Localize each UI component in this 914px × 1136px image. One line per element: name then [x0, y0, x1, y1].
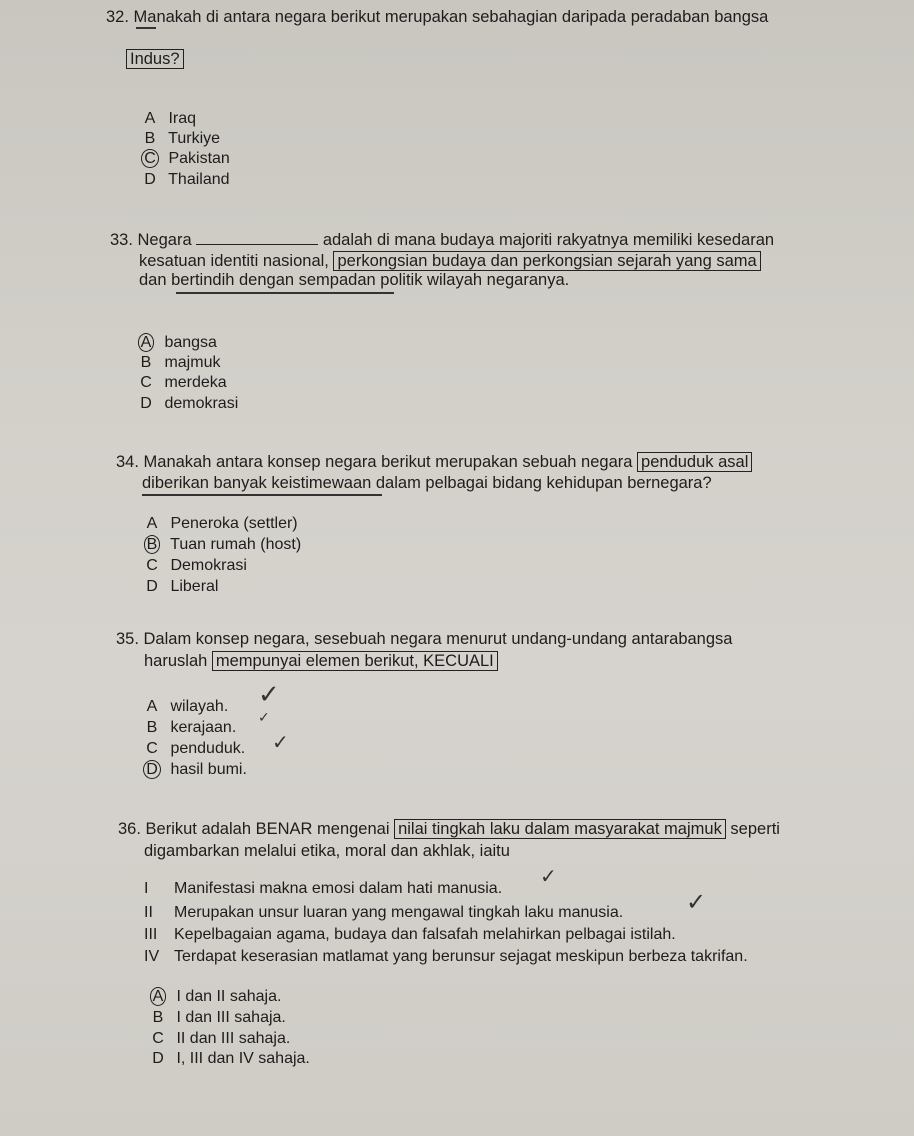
q32-option-d[interactable]: D Thailand — [144, 171, 230, 188]
q36-option-c[interactable]: C II dan III sahaja. — [152, 1030, 291, 1047]
q33-line2: kesatuan identiti nasional, perkongsian budaya dan perkongsian sejarah yang sama — [139, 252, 761, 271]
q36-option-b[interactable]: B I dan III sahaja. — [152, 1009, 286, 1026]
q32-line1: 32. Manakah di antara negara berikut merupakan sebahagian daripada peradaban bangsa — [106, 8, 769, 26]
q32-option-c[interactable]: C Pakistan — [136, 150, 230, 168]
q33-line3: dan bertindih dengan sempadan politik wilayah negaranya. — [139, 271, 570, 289]
q34-option-b[interactable]: B Tuan rumah (host) — [138, 536, 301, 554]
q35-line1: 35. Dalam konsep negara, sesebuah negara menurut undang-undang antarabangsa — [116, 630, 733, 648]
q33-option-d[interactable]: D demokrasi — [140, 395, 239, 412]
answer-circle: B — [144, 535, 161, 554]
answer-circle: A — [150, 987, 167, 1006]
q35-option-b[interactable]: B kerajaan. — [146, 719, 237, 736]
checkmark-icon: ✓ — [258, 680, 280, 710]
q35-line2: haruslah mempunyai elemen berikut, KECUALI — [144, 652, 498, 671]
answer-circle: C — [141, 149, 159, 168]
q34-line1: 34. Manakah antara konsep negara berikut merupakan sebuah negara penduduk asal — [116, 453, 752, 472]
answer-blank — [196, 230, 318, 245]
q34-line2: diberikan banyak keistimewaan dalam pelbagai bidang kehidupan bernegara? — [142, 474, 712, 492]
checkmark-icon: ✓ — [272, 730, 289, 754]
q35-option-d[interactable]: D hasil bumi. — [138, 761, 247, 779]
q36-statement-1: I Manifestasi makna emosi dalam hati manusia. — [144, 880, 503, 897]
checkmark-icon: ✓ — [686, 888, 707, 916]
q33-option-c[interactable]: C merdeka — [140, 374, 227, 391]
q36-option-d[interactable]: D I, III dan IV sahaja. — [152, 1050, 310, 1067]
q36-line1: 36. Berikut adalah BENAR mengenai nilai tingkah laku dalam masyarakat majmuk seperti — [118, 820, 780, 838]
q36-line2: digambarkan melalui etika, moral dan akhlak, iaitu — [144, 842, 510, 860]
q35-option-c[interactable]: C penduduk. — [146, 740, 246, 757]
answer-circle: A — [138, 333, 155, 352]
q34-option-c[interactable]: C Demokrasi — [146, 557, 247, 574]
q34-option-d[interactable]: D Liberal — [146, 578, 219, 595]
checkmark-icon: ✓ — [540, 864, 557, 888]
q35-option-a[interactable]: A wilayah. — [146, 698, 229, 715]
q32-line2: Indus? — [126, 50, 184, 69]
q34-option-a[interactable]: A Peneroka (settler) — [146, 515, 298, 532]
q36-statement-2: II Merupakan unsur luaran yang mengawal tingkah laku manusia. — [144, 904, 624, 921]
q36-statement-3: III Kepelbagaian agama, budaya dan falsafah melahirkan pelbagai istilah. — [144, 926, 676, 943]
q36-statement-4: IV Terdapat keserasian matlamat yang berunsur sejagat meskipun berbeza takrifan. — [144, 948, 748, 965]
q33-option-a[interactable]: A bangsa — [132, 334, 217, 352]
answer-circle: D — [143, 760, 161, 779]
q32-option-b[interactable]: B Turkiye — [144, 130, 221, 147]
q33-line1: 33. Negara adalah di mana budaya majoriti rakyatnya memiliki kesedaran — [110, 231, 775, 249]
checkmark-icon: ✓ — [258, 710, 270, 726]
q32-option-a[interactable]: A Iraq — [144, 110, 197, 127]
q36-option-a[interactable]: A I dan II sahaja. — [144, 988, 281, 1006]
q33-option-b[interactable]: B majmuk — [140, 354, 221, 371]
